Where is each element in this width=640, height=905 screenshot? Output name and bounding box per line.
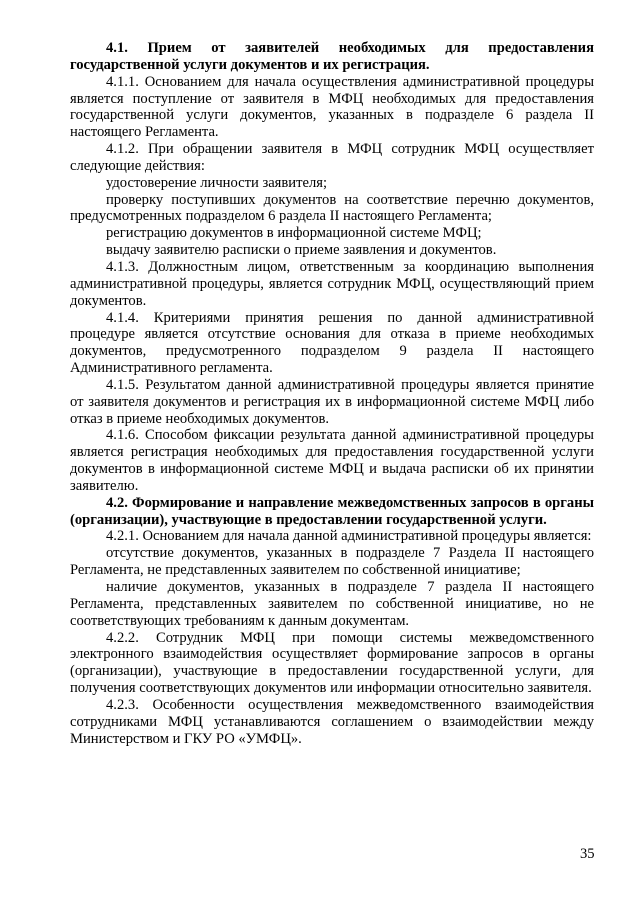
paragraph-4-1-6: 4.1.6. Способом фиксации результата данной административной процедуры является регистрация необходимых для предоставления государственной услуги документов в информационной системе МФЦ и выдача расписки об их принятии заявителю. <box>70 427 594 494</box>
section-heading-4-2: 4.2. Формирование и направление межведомственных запросов в органы (организации), участвующие в предоставлении государственной услуги. <box>70 494 594 528</box>
paragraph-4-1-1: 4.1.1. Основанием для начала осуществления административной процедуры является поступление от заявителя в МФЦ необходимых для предоставления государственной услуги документов, указанных в подразделе 6 раздела II настоящего Регламента. <box>70 73 594 141</box>
ground-item: отсутствие документов, указанных в подразделе 7 Раздела II настоящего Регламента, не представленных заявителем по собственной инициативе; <box>70 545 594 579</box>
paragraph-4-1-2: 4.1.2. При обращении заявителя в МФЦ сотрудник МФЦ осуществляет следующие действия: <box>70 141 594 174</box>
paragraph-4-1-5: 4.1.5. Результатом данной административной процедуры является принятие от заявителя документов и регистрация их в информационной системе МФЦ либо отказ в приеме необходимых документов. <box>70 376 594 427</box>
paragraph-4-2-3: 4.2.3. Особенности осуществления межведомственного взаимодействия сотрудниками МФЦ устанавливаются соглашением о взаимодействии между Министерством и ГКУ РО «УМФЦ». <box>70 696 594 747</box>
paragraph-4-1-4: 4.1.4. Критериями принятия решения по данной административной процедуре является отсутствие основания для отказа в приеме необходимых документов, предусмотренного подразделом 9 раздела II настоящего Административного регламента. <box>70 309 594 377</box>
action-item: выдачу заявителю расписки о приеме заявления и документов. <box>106 242 497 259</box>
ground-item: наличие документов, указанных в подразделе 7 раздела II настоящего Регламента, представленных заявителем по собственной инициативе, но не соответствующих требованиям к данным документам. <box>70 579 594 629</box>
action-item: регистрацию документов в информационной системе МФЦ; <box>106 225 482 242</box>
action-item: удостоверение личности заявителя; <box>106 174 328 191</box>
action-item: проверку поступивших документов на соответствие перечню документов, предусмотренных подразделом 6 раздела II настоящего Регламента; <box>70 191 594 225</box>
paragraph-4-2-1: 4.2.1. Основанием для начала данной административной процедуры является: <box>106 528 592 545</box>
paragraph-4-2-2: 4.2.2. Сотрудник МФЦ при помощи системы межведомственного электронного взаимодействия осуществляет формирование запросов в органы (организации), участвующие в предоставлении государственной услуги, для получения соответствующих документов или информации относительно заявителя. <box>70 629 594 697</box>
document-page <box>70 40 594 747</box>
section-heading-4-1: 4.1. Прием от заявителей необходимых для предоставления государственной услуги документов и их регистрация. <box>70 40 594 73</box>
page-number: 35 <box>580 846 595 862</box>
paragraph-4-1-3: 4.1.3. Должностным лицом, ответственным за координацию выполнения административной процедуры, является сотрудник МФЦ, осуществляющий прием документов. <box>70 258 594 309</box>
